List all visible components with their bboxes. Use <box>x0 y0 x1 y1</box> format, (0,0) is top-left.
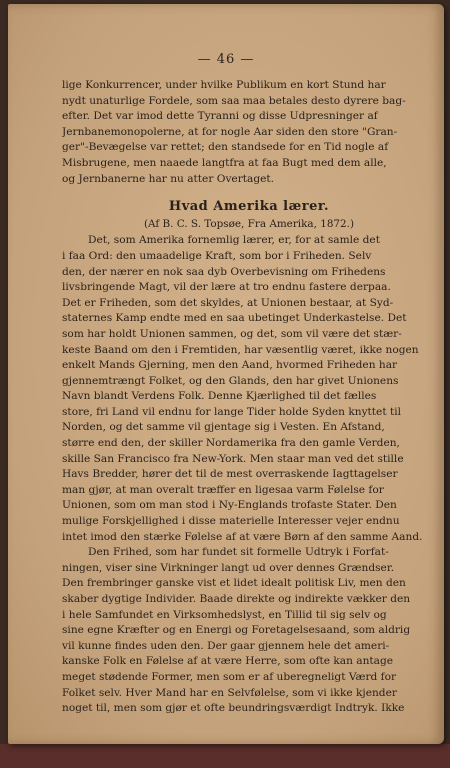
text-line: Det er Friheden, som det skyldes, at Unionen bestaar, at Syd- <box>62 296 394 309</box>
text-line: efter. Det var imod dette Tyranni og disse Udpresninger af <box>62 110 378 123</box>
page-text <box>62 78 436 717</box>
paragraph-1 <box>62 78 436 187</box>
text-line: Den Frihed, som har fundet sit formelle Udtryk i Forfat- <box>88 546 389 559</box>
text-line: ger"-Bevægelse var rettet; den standsede for en Tid nogle af <box>62 141 389 154</box>
text-line: Jernbanemonopolerne, at for nogle Aar siden den store "Gran- <box>62 125 398 138</box>
paragraph-2 <box>62 233 436 545</box>
text-line: meget stødende Former, men som er af uberegneligt Værd for <box>62 670 397 683</box>
text-line: store, fri Land vil endnu for lange Tider holde Syden knyttet til <box>62 405 401 418</box>
text-line: skaber dygtige Individer. Baade direkte og indirekte vækker den <box>62 593 411 605</box>
text-line: som har holdt Unionen sammen, og det, som vil være det stær- <box>62 327 402 340</box>
text-line: keste Baand om den i Fremtiden, har væsentlig været, ikke nogen <box>62 343 419 356</box>
text-line: den, der nærer en nok saa dyb Overbevisning om Frihedens <box>62 265 386 278</box>
text-line: i hele Samfundet en Virksomhedslyst, en Tillid til sig selv og <box>62 608 387 621</box>
paragraph-3 <box>62 545 436 717</box>
book-edge <box>0 744 450 768</box>
article-source: (Af B. C. S. Topsøe, Fra Amerika, 1872.) <box>143 217 355 230</box>
text-line: noget til, men som gjør et ofte beundringsværdigt Indtryk. Ikke <box>62 702 405 715</box>
text-line: større end den, der skiller Nordamerika fra den gamle Verden, <box>62 437 400 450</box>
text-line: skille San Francisco fra New-York. Men staar man ved det stille <box>62 452 404 465</box>
text-line: ningen, viser sine Virkninger langt ud over dennes Grændser. <box>62 561 395 574</box>
text-line: kanske Folk en Følelse af at være Herre, som ofte kan antage <box>62 655 394 668</box>
text-line: nydt unaturlige Fordele, som saa maa betales desto dyrere bag- <box>62 94 406 107</box>
text-line: og Jernbanerne har nu atter Overtaget. <box>62 172 275 185</box>
text-line: Navn blandt Verdens Folk. Denne Kjærlighed til det fælles <box>62 390 377 403</box>
text-line: Havs Bredder, hører det til de mest overraskende Iagttagelser <box>62 468 398 481</box>
text-line: intet imod den stærke Følelse af at være Børn af den samme Aand. <box>62 530 423 543</box>
text-line: i faa Ord: den umaadelige Kraft, som bor i Friheden. Selv <box>62 249 372 262</box>
text-line: Norden, og det samme vil gjentage sig i Vesten. En Afstand, <box>62 421 385 434</box>
page-number: — 46 — <box>197 52 255 67</box>
text-line: vil kunne findes uden den. Der gaar gjennem hele det ameri- <box>62 639 390 652</box>
text-line: livsbringende Magt, vil der lære at tro endnu fastere derpaa. <box>62 281 391 294</box>
text-line: Folket selv. Hver Mand har en Selvfølelse, som vi ikke kjender <box>62 686 397 699</box>
text-line: lige Konkurrencer, under hvilke Publikum en kort Stund har <box>62 79 386 91</box>
text-line: man gjør, at man overalt træffer en ligesaa varm Følelse for <box>62 483 384 496</box>
text-line: enkelt Mands Gjerning, men den Aand, hvormed Friheden har <box>62 359 398 372</box>
text-line: Den frembringer ganske vist et lidet idealt politisk Liv, men den <box>62 577 406 590</box>
text-line: sine egne Kræfter og en Energi og Foretagelsesaand, som aldrig <box>62 624 411 637</box>
text-line: Misbrugene, men naaede langtfra at faa Bugt med dem alle, <box>62 156 387 169</box>
text-line: gjennemtrængt Folket, og den Glands, den har givet Unionens <box>62 374 399 387</box>
text-line: mulige Forskjellighed i disse materielle Interesser vejer endnu <box>62 515 400 528</box>
text-line: Unionen, som om man stod i Ny-Englands trofaste Stater. Den <box>62 499 397 512</box>
text-line: Det, som Amerika fornemlig lærer, er, for at samle det <box>88 234 380 247</box>
text-line: staternes Kamp endte med en saa ubetinget Underkastelse. Det <box>62 312 407 325</box>
book-page <box>8 4 444 744</box>
article-heading: Hvad Amerika lærer. <box>168 199 330 215</box>
